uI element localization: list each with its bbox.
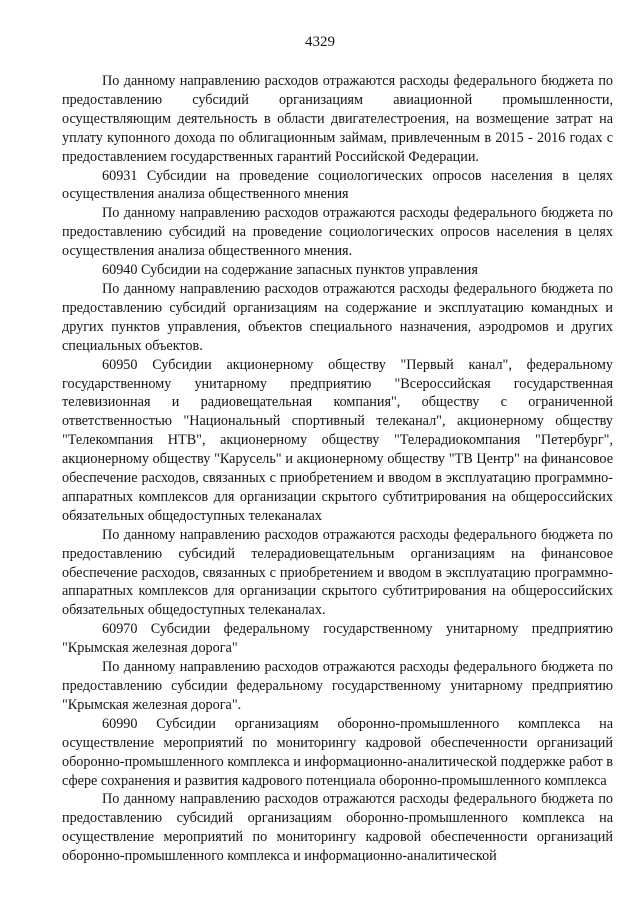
section-heading-60950: 60950 Субсидии акционерному обществу "Первый канал", федеральному государственному унитарному предприятию "Всероссийская государственная телевизионная и радиовещательная компания", обществу с ограниченной ответственностью "Национальный спортивный телеканал", акционерному обществу "Телекомпания НТВ", акционерному обществу "Телерадиокомпания "Петербург", акционерному обществу "Карусель" и акционерному обществу "ТВ Центр" на финансовое обеспечение расходов, связанных с приобретением и вводом в эксплуатацию программно-аппаратных комплексов для организации скрытого субтитрирования на общероссийских обязательных общедоступных телеканалах [62, 356, 613, 524]
section-heading-60940: 60940 Субсидии на содержание запасных пунктов управления [102, 262, 478, 279]
section-heading-60990: 60990 Субсидии организациям оборонно-промышленного комплекса на осуществление мероприятий по мониторингу кадровой обеспеченности организаций оборонно-промышленного комплекса и информационно-аналитической поддержке работ в сфере сохранения и развития кадрового потенциала оборонно-промышленного комплекса [62, 715, 613, 789]
paragraph-3: По данному направлению расходов отражаются расходы федерального бюджета по предоставлению субсидий организациям на содержание и эксплуатацию командных и других пунктов управления, объектов специального назначения, аэродромов и других специальных объектов. [62, 280, 613, 354]
paragraph-4: По данному направлению расходов отражаются расходы федерального бюджета по предоставлению субсидий телерадиовещательным организациям на финансовое обеспечение расходов, связанных с приобретением и вводом в эксплуатацию программно-аппаратных комплексов для организации скрытого субтитрирования на общероссийских обязательных общедоступных телеканалах. [62, 526, 613, 619]
paragraph-2: По данному направлению расходов отражаются расходы федерального бюджета по предоставлению субсидий на проведение социологических опросов населения в целях осуществления анализа общественного мнения. [62, 205, 613, 260]
paragraph-6: По данному направлению расходов отражаются расходы федерального бюджета по предоставлению субсидий организациям оборонно-промышленного комплекса на осуществление мероприятий по мониторингу кадровой обеспеченности организаций оборонно-промышленного комплекса и информационно-аналитической [62, 791, 613, 865]
document-body [62, 72, 613, 866]
section-heading-60931: 60931 Субсидии на проведение социологических опросов населения в целях осуществления анализа общественного мнения [62, 167, 613, 203]
paragraph-5: По данному направлению расходов отражаются расходы федерального бюджета по предоставлению субсидии федеральному государственному унитарному предприятию "Крымская железная дорога". [62, 659, 613, 713]
section-heading-60970: 60970 Субсидии федеральному государственному унитарному предприятию "Крымская железная дорога" [62, 621, 613, 657]
page-number: 4329 [305, 34, 335, 50]
paragraph-1: По данному направлению расходов отражаются расходы федерального бюджета по предоставлению субсидий организациям авиационной промышленности, осуществляющим деятельность в области двигателестроения, на возмещение затрат на уплату купонного дохода по облигационным займам, привлеченным в 2015 - 2016 годах с предоставлением государственных гарантий Российской Федерации. [62, 73, 613, 165]
